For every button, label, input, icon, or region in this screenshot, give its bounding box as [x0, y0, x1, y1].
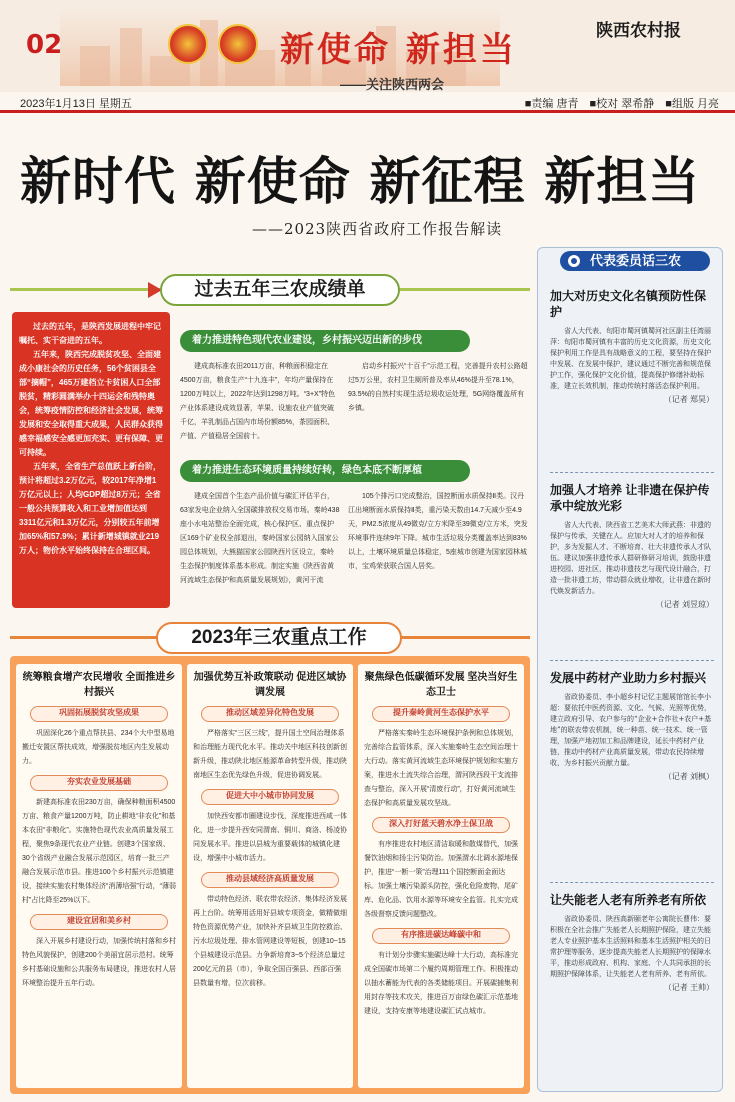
article-headline: 加大对历史文化名镇预防性保护 [550, 289, 707, 319]
sidebar-article [550, 670, 714, 874]
delegates-sidebar [537, 247, 723, 1092]
topic-tag: 推动区域差异化特色发展 [201, 706, 339, 722]
section-heading-priorities [10, 620, 530, 656]
priority-column [187, 664, 353, 1088]
article-paragraph: 建成全国首个生态产品价值与碳汇评估平台，63家发电企业纳入全国碳排放权交易市场。秦岭438座小水电站整治全面完成，核心保护区、重点保护区169个矿业权全部退出，秦岭国家公园纳入国家公园总体规划，大熊猫国家公园陕西片区设立，秦岭生态保护制度体系基本形成。制定实施《陕西省黄河流域生态保护和高质量发展规划》，黄河干流 [180, 493, 340, 584]
subheading-ecology: 着力推进生态环境质量持续好转，绿色本底不断厚植 [180, 460, 470, 482]
column-headline: 加强优势互补政策联动 促进区域协调发展 [193, 672, 347, 698]
column-headline: 聚焦绿色低碳循环发展 坚决当好生态卫士 [364, 672, 518, 698]
intro-paragraph: 过去的五年，是陕西发展进程中牢记嘱托、实干奋进的五年。 [19, 322, 161, 345]
sidebar-title: 代表委员话三农 [590, 253, 682, 268]
article-paragraph: 启动乡村振兴“十百千”示范工程，完善提升农村公路超过5万公里，农村卫生厕所普及率从46%提升至78.1%，93.5%的自然村实现生活垃圾收运处理，5G网络覆盖所有乡镇。 [348, 363, 528, 412]
intro-paragraph: 五年来，全省生产总值跃上新台阶，预计将超过3.2万亿元，较2017年净增1万亿元以上；人均GDP超过8万元；全省一般公共预算收入和工业增加值达到3311亿元和1.3万亿元，分别较五年前增加65%和57.9%；累计新增城镇就业219万人；物价水平始终保持在合理区间。 [19, 462, 161, 555]
article-headline: 让失能老人老有所养老有所依 [550, 893, 707, 907]
article-paragraph: 建成高标准农田2011万亩，种粮面积稳定在4500万亩，粮食生产“十九连丰”，年均产量保持在1200万吨以上，2022年达到1298万吨。“3+X”特色产业体系建设成效显著，苹果、设施农业产值突破千亿，羊乳制品占国内市场份额85%，茶园面积、产值、产值稳居全国前十。 [180, 363, 336, 440]
cppcc-emblem-icon [218, 24, 258, 64]
section-title: 过去五年三农成绩单 [160, 274, 400, 306]
header-rule [0, 110, 735, 113]
intro-paragraph: 五年来，陕西完成脱贫攻坚、全面建成小康社会的历史任务，56个贫困县全部“摘帽”，465万建档立卡贫困人口全部脱贫，精彩圆满举办十四运会和残特奥会，统筹疫情防控和经济社会发展，统筹发展和安全取得重大成果，人民群众获得感幸福感安全感更加充实、更有保障、更可持续。 [19, 350, 163, 457]
masthead [0, 0, 735, 92]
priority-column [358, 664, 524, 1088]
section-heading-achievements [10, 270, 530, 310]
article-body: 省人大代表、旬阳市蜀河镇蜀河社区副主任湾丽萍：旬阳市蜀河镇有丰富的历史文化资源，历史文化保护利用工作是具有战略意义的工程，要坚持在保护中发展、在发展中保护，建议通过不断完善和规范保护工作，强化保护文化价值，提高保护修缮补助标准，建立长效机制，推动传统村落活态保护利用。 [550, 327, 711, 390]
sidebar-article [550, 482, 714, 652]
priority-column [16, 664, 182, 1088]
topic-tag: 巩固拓展脱贫攻坚成果 [30, 706, 168, 722]
column-headline: 统筹粮食增产农民增收 全面推进乡村振兴 [22, 672, 176, 698]
topic-tag: 深入打好蓝天碧水净土保卫战 [372, 817, 510, 833]
proofreader-credit: ■校对 翠希静 [589, 98, 655, 110]
article-body: 省政协委员、李小超乡村记忆主题展馆馆长李小超：要依托中医药资源、文化、气候、光照等优势，建立政府引导、农户参与的“企业+合作社+农户+基地”的联农带农机制，统一种苗、统一技术、统一管理，加强产地初加工和品牌建设，延长中药材产业链，推动中药材产业高质量发展，带动农民持续增收，为乡村振兴贡献力量。 [550, 693, 712, 767]
intro-summary-box [12, 312, 170, 608]
column-paragraph: 严格落实“三区三线”，提升国土空间治理体系和治理能力现代化水平。推动关中地区科技创新创新升级，推动陕北地区能源革命转型升级，推动陕南地区生态优先绿色升级，促进协调发展。 [193, 730, 347, 779]
main-headline: 新时代 新使命 新征程 新担当 [20, 153, 701, 212]
sidebar-heading [560, 251, 710, 271]
topic-tag: 建设宜居和美乡村 [30, 914, 168, 930]
section-title: 2023年三农重点工作 [156, 622, 402, 654]
column-subtitle: ——关注陕西两会 [340, 77, 445, 92]
article-text [348, 360, 528, 470]
article-headline: 发展中药材产业助力乡村振兴 [550, 671, 707, 685]
column-title: 新使命 新担当 [280, 30, 517, 70]
article-byline: （记者 王帅） [663, 983, 714, 992]
editor-credit: ■责编 唐青 [524, 98, 579, 110]
column-paragraph: 有序推进农村地区清洁取暖和散煤替代，加强餐饮油烟和扬尘污染防治。加强渭水北调水源地保护，推进“一断一策”治理111个国控断面金面达标。加强土壤污染源头防控，强化危险废物、尾矿库、危化品、饮用水源等环境安全监管。扎实完成各级督察反馈问题整改。 [364, 841, 518, 918]
column-paragraph: 有计划分步骤实施碳达峰十大行动，高标准完成全国碳市场第二个履约周期管理工作。积极推动以抽水蓄能为代表的各类储能项目。开展碳捕集利用封存等技术攻关，推进百万亩绿色碳汇示范基地建设，支持安康等地建设碳汇试点城市。 [364, 952, 518, 1015]
article-text [180, 360, 340, 470]
article-headline: 加强人才培养 让非遗在保护传承中绽放光彩 [550, 483, 710, 513]
article-byline: （记者 刘昱琼） [655, 600, 714, 609]
sidebar-article [550, 288, 714, 466]
editor-credits [517, 95, 719, 111]
column-paragraph: 带动特色经济、联农带农经济、集体经济发展再上台阶。统筹用活用好县域专项资金，做精做细特色资源优势产业，加快补齐县域卫生防控救治、污水垃圾处理、排水管网建设等短板，创建10~15个县城建设示范县。力争新培育3~5个经济总量过200亿元的县（市），争取全国百强县、西部百强县数量有增，位次前移。 [193, 896, 347, 987]
issue-date: 2023年1月13日 星期五 [20, 98, 132, 110]
sidebar-article [550, 892, 714, 1086]
topic-tag: 有序推进碳达峰碳中和 [372, 928, 510, 944]
column-paragraph: 深入开展乡村建设行动，加强传统村落和乡村特色风貌保护，创建200个美丽宜居示范村。统筹乡村基础设施和公共服务布局建设，推进农村人居环境整治提升五年行动。 [22, 938, 176, 987]
article-body: 省政协委员、陕西高新颐老年公寓院长曹伟：要积极在全社会推广失能老人长期照护保险，建立失能老人专业照护基本生活照料和基本生活照护相关的日常护理等服务，逐步提高失能老人长期照护的保障水平，推动形成政府、机构、家庭、个人共同承担的长期照护保障体系，让失能老人老有所养、老有所依。 [550, 915, 711, 978]
column-paragraph: 严格落实秦岭生态环境保护条例和总体规划，完善综合监管体系，深入实施秦岭生态空间治理十大行动。落实黄河流域生态环境保护规划和实施方案，推进水土流失综合治理，渭河陕西段干支流排查与整治，深入开展“清废行动”，打好黄河流域生态保护和高质量发展攻坚战。 [364, 730, 518, 807]
bullet-icon [568, 255, 580, 267]
article-divider [550, 882, 714, 883]
article-text [348, 490, 528, 610]
layout-credit: ■组版 月亮 [665, 98, 719, 110]
article-text [180, 490, 340, 610]
subheading-agriculture: 着力推进特色现代农业建设，乡村振兴迈出新的步伐 [180, 330, 470, 352]
topic-tag: 促进大中小城市协同发展 [201, 789, 339, 805]
article-byline: （记者 刘枫） [663, 772, 714, 781]
column-paragraph: 巩固深化26个重点帮扶县、234个大中型易地搬迁安置区帮扶成效，增强脱贫地区内生发展动力。 [22, 730, 175, 765]
column-paragraph: 加快西安都市圈建设步伐，深度推进西咸一体化，进一步提升西安同渭南、铜川、商洛、杨凌协同发展水平。推进以县城为重要载体的城镇化建设，增强中小城市活力。 [193, 813, 347, 862]
page-number: 02 [26, 30, 63, 60]
topic-tag: 夯实农业发展基础 [30, 775, 168, 791]
article-byline: （记者 郑昊） [663, 395, 714, 404]
article-paragraph: 105个排污口完成整治，国控断面水质保持Ⅱ类。汉丹江出境断面水质保持Ⅱ类，重污染天数由14.7天减少至4.9天，PM2.5浓度从49微克/立方米降至39微克/立方米，突发环境事件连续9年下降。城市生活垃圾分类覆盖率达到83%以上，土壤环境质量总体稳定，5座城市创建为国家园林城市，宝鸡荣获联合国人居奖。 [348, 493, 528, 570]
main-subheadline: ——2023陕西省政府工作报告解读 [252, 220, 503, 238]
topic-tag: 提升秦岭黄河生态保护水平 [372, 706, 510, 722]
article-body: 省人大代表、陕西省工艺美术大师武燕：非遗的保护与传承，关键在人。应加大对人才的培养和保护，多为发掘人才、不断培育、壮大非遗传承人才队伍。建议加强非遗传承人群研修研习培训，鼓励非遗进校园、进社区，推动非遗技艺与现代设计融合，打造一批非遗工坊，带动群众就业增收，让非遗在新时代焕发新活力。 [550, 521, 711, 595]
national-emblem-icon [168, 24, 208, 64]
topic-tag: 推动县域经济高质量发展 [201, 872, 339, 888]
column-paragraph: 新建高标准农田230万亩，确保种粮面积4500万亩、粮食产量1200万吨，防止耕地“非农化”和基本农田“非粮化”。实施特色现代农业高质量发展工程，聚焦9条现代农业产业链。创建3个国家级、30个省级产业融合发展示范园区，培育一批三产融合发展示范市县。推进100个乡村振兴示范镇建设，接续实施农村集体经济“消薄培强”行动，“薄弱村”占比降至25%以下。 [22, 799, 176, 904]
article-divider [550, 472, 714, 473]
newspaper-name: 陕西农村报 [596, 21, 681, 41]
article-divider [550, 660, 714, 661]
